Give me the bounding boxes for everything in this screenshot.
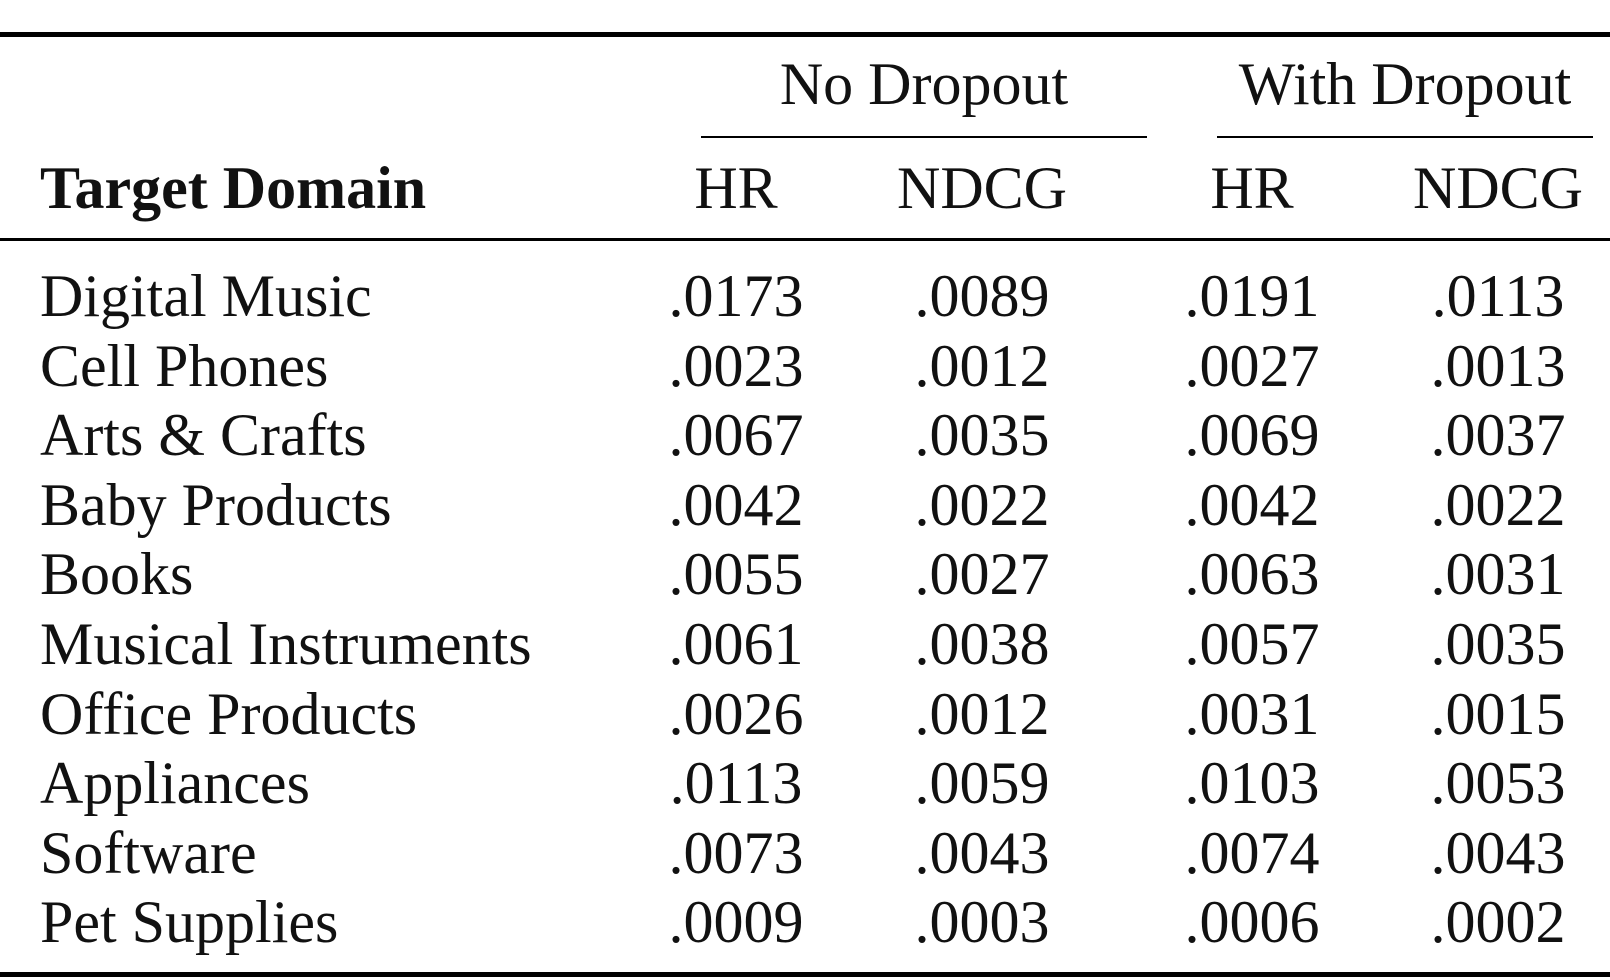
- table-row: [0, 470, 1610, 540]
- header-ndcg-no-dropout: NDCG: [896, 155, 1067, 221]
- cell-target-domain: Digital Music: [40, 263, 372, 329]
- cell-hr-with-dropout: .0006: [1184, 889, 1320, 956]
- cell-target-domain: Software: [40, 819, 257, 886]
- cell-target-domain: Office Products: [40, 680, 418, 747]
- cell-hr-with-dropout: .0103: [1184, 750, 1320, 817]
- header-hr-with-dropout: HR: [1210, 155, 1294, 221]
- cell-hr-with-dropout: .0057: [1184, 610, 1320, 677]
- cell-ndcg-with-dropout: .0031: [1430, 541, 1566, 608]
- bottom-rule: [0, 972, 1610, 977]
- cell-hr-with-dropout: .0191: [1184, 263, 1320, 329]
- cell-hr-no-dropout: .0073: [668, 819, 804, 886]
- top-rule: [0, 32, 1610, 37]
- header-rule: [0, 238, 1610, 241]
- cell-target-domain: Appliances: [40, 750, 310, 817]
- cell-hr-with-dropout: .0042: [1184, 471, 1320, 538]
- cell-hr-with-dropout: .0074: [1184, 819, 1320, 886]
- cell-hr-no-dropout: .0173: [668, 263, 804, 329]
- table-row: [0, 539, 1610, 609]
- cell-hr-no-dropout: .0023: [668, 332, 804, 399]
- cell-ndcg-no-dropout: .0043: [914, 819, 1050, 886]
- cell-ndcg-with-dropout: .0013: [1430, 332, 1566, 399]
- group-rule-no-dropout: [701, 136, 1147, 138]
- table-row: [0, 818, 1610, 888]
- cell-ndcg-no-dropout: .0003: [914, 889, 1050, 956]
- cell-target-domain: Baby Products: [40, 471, 392, 538]
- cell-ndcg-with-dropout: .0113: [1431, 263, 1565, 329]
- cell-ndcg-with-dropout: .0022: [1430, 471, 1566, 538]
- cell-hr-no-dropout: .0009: [668, 889, 804, 956]
- cell-ndcg-no-dropout: .0059: [914, 750, 1050, 817]
- table-row: [0, 261, 1610, 331]
- cell-ndcg-with-dropout: .0015: [1430, 680, 1566, 747]
- cell-hr-no-dropout: .0113: [669, 750, 803, 817]
- cell-hr-no-dropout: .0055: [668, 541, 804, 608]
- cell-hr-with-dropout: .0031: [1184, 680, 1320, 747]
- cell-ndcg-no-dropout: .0089: [914, 263, 1050, 329]
- table-row: [0, 679, 1610, 749]
- group-rule-with-dropout: [1217, 136, 1593, 138]
- header-target-domain: Target Domain: [40, 155, 427, 221]
- table-row: [0, 609, 1610, 679]
- cell-target-domain: Cell Phones: [40, 332, 329, 399]
- cell-ndcg-no-dropout: .0022: [914, 471, 1050, 538]
- cell-ndcg-no-dropout: .0038: [914, 610, 1050, 677]
- cell-ndcg-no-dropout: .0012: [914, 680, 1050, 747]
- cell-hr-no-dropout: .0026: [668, 680, 804, 747]
- cell-ndcg-with-dropout: .0037: [1430, 402, 1566, 469]
- cell-target-domain: Books: [40, 541, 194, 608]
- cell-target-domain: Pet Supplies: [40, 889, 339, 956]
- cell-hr-with-dropout: .0063: [1184, 541, 1320, 608]
- cell-ndcg-no-dropout: .0027: [914, 541, 1050, 608]
- cell-ndcg-no-dropout: .0035: [914, 402, 1050, 469]
- cell-ndcg-no-dropout: .0012: [914, 332, 1050, 399]
- cell-ndcg-with-dropout: .0002: [1430, 889, 1566, 956]
- cell-ndcg-with-dropout: .0035: [1430, 610, 1566, 677]
- table-row: [0, 400, 1610, 470]
- header-hr-no-dropout: HR: [694, 155, 778, 221]
- table-row: [0, 748, 1610, 818]
- table-row: [0, 887, 1610, 957]
- cell-hr-no-dropout: .0067: [668, 402, 804, 469]
- cell-hr-no-dropout: .0061: [668, 610, 804, 677]
- table-body: [0, 261, 1610, 957]
- cell-ndcg-with-dropout: .0053: [1430, 750, 1566, 817]
- group-header-no-dropout: No Dropout: [779, 51, 1069, 117]
- cell-hr-no-dropout: .0042: [668, 471, 804, 538]
- cell-target-domain: Musical Instruments: [40, 610, 532, 677]
- table-row: [0, 331, 1610, 401]
- cell-target-domain: Arts & Crafts: [40, 402, 367, 469]
- group-header-with-dropout: With Dropout: [1238, 51, 1572, 117]
- cell-hr-with-dropout: .0027: [1184, 332, 1320, 399]
- header-ndcg-with-dropout: NDCG: [1412, 155, 1583, 221]
- cell-ndcg-with-dropout: .0043: [1430, 819, 1566, 886]
- cell-hr-with-dropout: .0069: [1184, 402, 1320, 469]
